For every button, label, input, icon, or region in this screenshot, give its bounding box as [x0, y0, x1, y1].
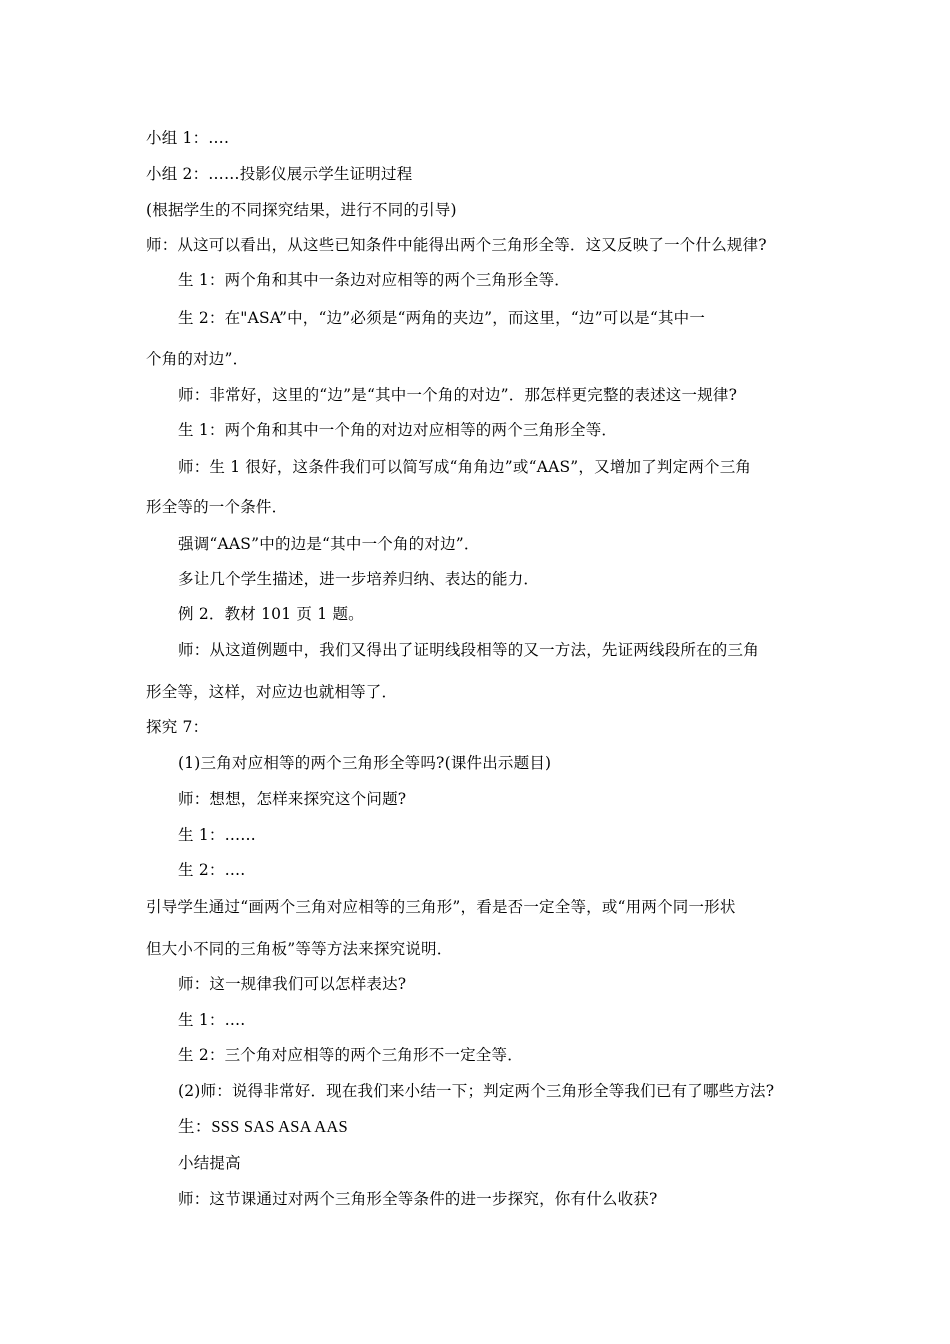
text-line: 生 1：两个角和其中一条边对应相等的两个三角形全等． — [178, 271, 570, 289]
text-line: 例 2．教材 101 页 1 题。 — [178, 605, 364, 623]
text-line: 生 2：三个角对应相等的两个三角形不一定全等． — [178, 1046, 523, 1064]
text-line: 形全等，这样，对应边也就相等了． — [146, 683, 398, 701]
text-line: 师：这一规律我们可以怎样表达? — [178, 975, 407, 993]
text-line: 小组 2：……投影仪展示学生证明过程 — [146, 165, 413, 183]
text-line: (1)三角对应相等的两个三角形全等吗?(课件出示题目) — [178, 754, 552, 772]
text-line: 生 2：…. — [178, 861, 246, 879]
text-line: 生 1：…. — [178, 1011, 246, 1029]
text-line: 师：生 1 很好，这条件我们可以简写成“角角边”或“AAS”，又增加了判定两个三角 — [178, 458, 752, 476]
text-line: 形全等的一个条件． — [146, 498, 288, 516]
text-line: 小结提高 — [178, 1154, 241, 1172]
text-line: (根据学生的不同探究结果，进行不同的引导) — [146, 201, 457, 219]
text-line: 师：想想，怎样来探究这个问题? — [178, 790, 407, 808]
text-line: 小组 1：…. — [146, 129, 230, 147]
text-line: (2)师：说得非常好．现在我们来小结一下；判定两个三角形全等我们已有了哪些方法? — [178, 1082, 775, 1100]
text-line: 师：从这可以看出，从这些已知条件中能得出两个三角形全等．这又反映了一个什么规律? — [146, 236, 767, 254]
text-line: 个角的对边”． — [146, 350, 249, 368]
text-line: 生 2：在"ASA”中，“边”必须是“两角的夹边”，而这里，“边”可以是“其中一 — [178, 309, 706, 327]
text-line: 生：SSS SAS ASA AAS — [178, 1117, 348, 1136]
text-line: 师：这节课通过对两个三角形全等条件的进一步探究，你有什么收获? — [178, 1190, 658, 1208]
text-line: 多让几个学生描述，进一步培养归纳、表达的能力． — [178, 570, 540, 588]
text-line: 探究 7： — [146, 718, 209, 736]
text-line: 生 1：两个角和其中一个角的对边对应相等的两个三角形全等． — [178, 421, 618, 439]
text-line: 引导学生通过“画两个三角对应相等的三角形”，看是否一定全等，或“用两个同一形状 — [146, 898, 736, 916]
text-line: 师：非常好，这里的“边”是“其中一个角的对边”．那怎样更完整的表述这一规律? — [178, 386, 738, 404]
text-line: 生 1：…… — [178, 826, 256, 844]
text-line: 但大小不同的三角板”等等方法来探究说明． — [146, 940, 453, 958]
text-line: 师：从这道例题中，我们又得出了证明线段相等的又一方法，先证两线段所在的三角 — [178, 641, 759, 659]
text-line: 强调“AAS”中的边是“其中一个角的对边”． — [178, 535, 480, 553]
